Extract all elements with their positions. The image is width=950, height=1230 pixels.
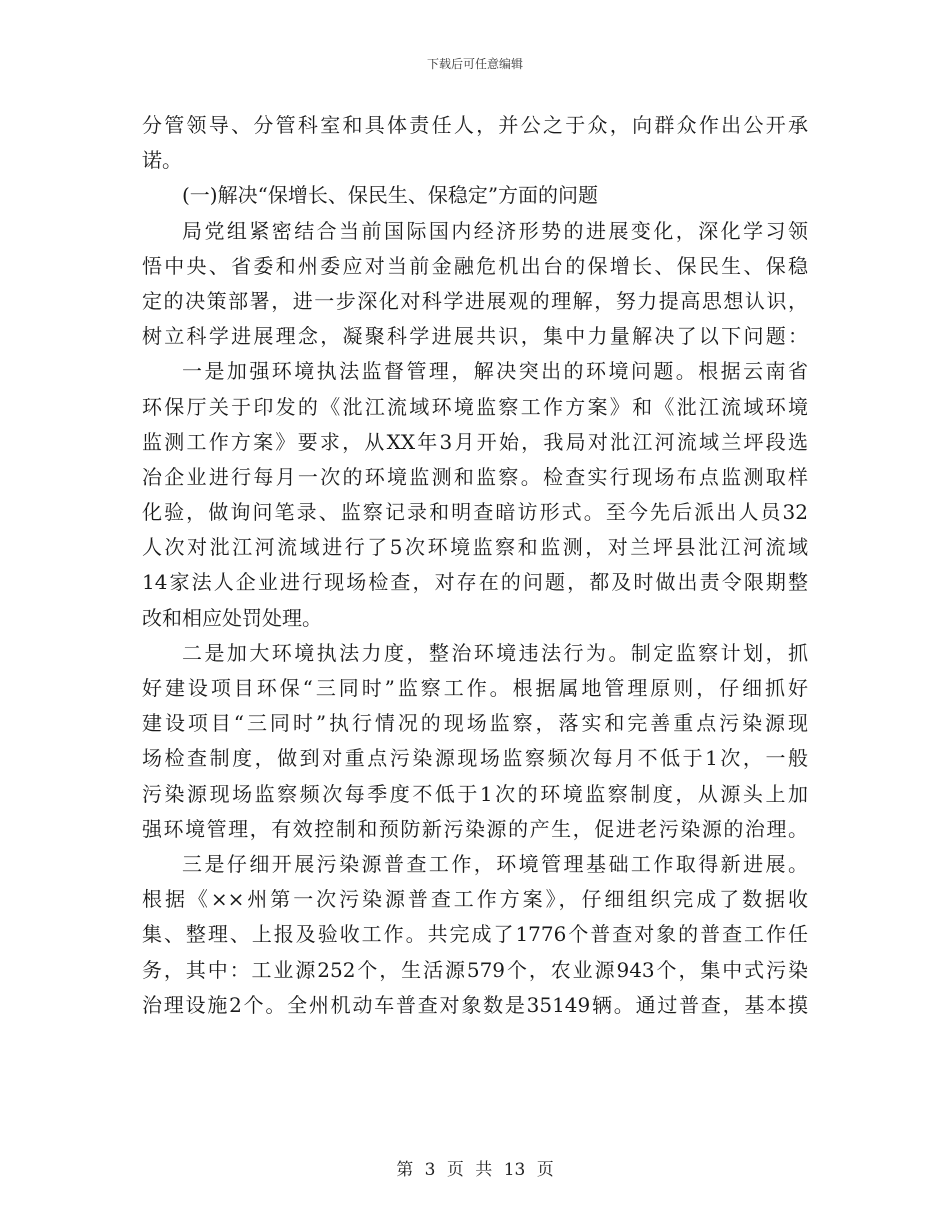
text-line: 集、整理、上报及验收工作。共完成了1776个普查对象的普查工作任 [142, 922, 808, 947]
text-line: 监测工作方案》要求，从XX年3月开始，我局对沘江河流域兰坪段选 [142, 429, 808, 454]
text-line: 务，其中：工业源252个，生活源579个，农业源943个，集中式污染 [142, 957, 808, 982]
text-line: 诺。 [142, 148, 182, 173]
text-line: 一是加强环境执法监督管理，解决突出的环境问题。根据云南省 [182, 359, 808, 384]
text-line: 根据《××州第一次污染源普查工作方案》，仔细组织完成了数据收 [142, 887, 808, 912]
text-line: 环保厅关于印发的《沘江流域环境监察工作方案》和《沘江流域环境 [142, 394, 808, 419]
text-line: 污染源现场监察频次每季度不低于1次的环境监察制度，从源头上加 [142, 781, 808, 806]
text-line: 二是加大环境执法力度，整治环境违法行为。制定监察计划，抓 [182, 640, 808, 665]
text-line: 治理设施2个。全州机动车普查对象数是35149辆。通过普查，基本摸 [142, 992, 808, 1017]
text-line: 三是仔细开展污染源普查工作，环境管理基础工作取得新进展。 [182, 851, 808, 876]
text-line: 建设项目“三同时”执行情况的现场监察，落实和完善重点污染源现 [142, 711, 808, 736]
text-line: 化验，做询问笔录、监察记录和明查暗访形式。至今先后派出人员32 [142, 500, 808, 525]
text-line: 冶企业进行每月一次的环境监测和监察。检查实行现场布点监测取样 [142, 464, 808, 489]
text-line: 局党组紧密结合当前国际国内经济形势的进展变化，深化学习领 [182, 218, 808, 243]
text-line: 定的决策部署，进一步深化对科学进展观的理解，努力提高思想认识， [142, 288, 808, 313]
text-line: 14家法人企业进行现场检查，对存在的问题，都及时做出责令限期整 [142, 570, 808, 595]
page-header: 下载后可任意编辑 [426, 57, 523, 71]
text-line: 强环境管理，有效控制和预防新污染源的产生，促进老污染源的治理。 [142, 816, 808, 841]
text-line: 人次对沘江河流域进行了5次环境监察和监测，对兰坪县沘江河流域 [142, 535, 808, 560]
text-line: 改和相应处罚处理。 [142, 605, 322, 630]
page-number-footer: 第 3 页 共 13 页 [396, 1160, 554, 1180]
section-heading: (一)解决“保增长、保民生、保稳定”方面的问题 [182, 183, 599, 208]
text-line: 好建设项目环保“三同时”监察工作。根据属地管理原则，仔细抓好 [142, 676, 808, 700]
text-line: 场检查制度，做到对重点污染源现场监察频次每月不低于1次，一般 [142, 746, 808, 771]
text-line: 悟中央、省委和州委应对当前金融危机出台的保增长、保民生、保稳 [142, 253, 808, 278]
text-line: 分管领导、分管科室和具体责任人，并公之于众，向群众作出公开承 [142, 113, 808, 137]
document-body [142, 108, 808, 1023]
text-line: 树立科学进展理念，凝聚科学进展共识，集中力量解决了以下问题： [142, 324, 808, 349]
